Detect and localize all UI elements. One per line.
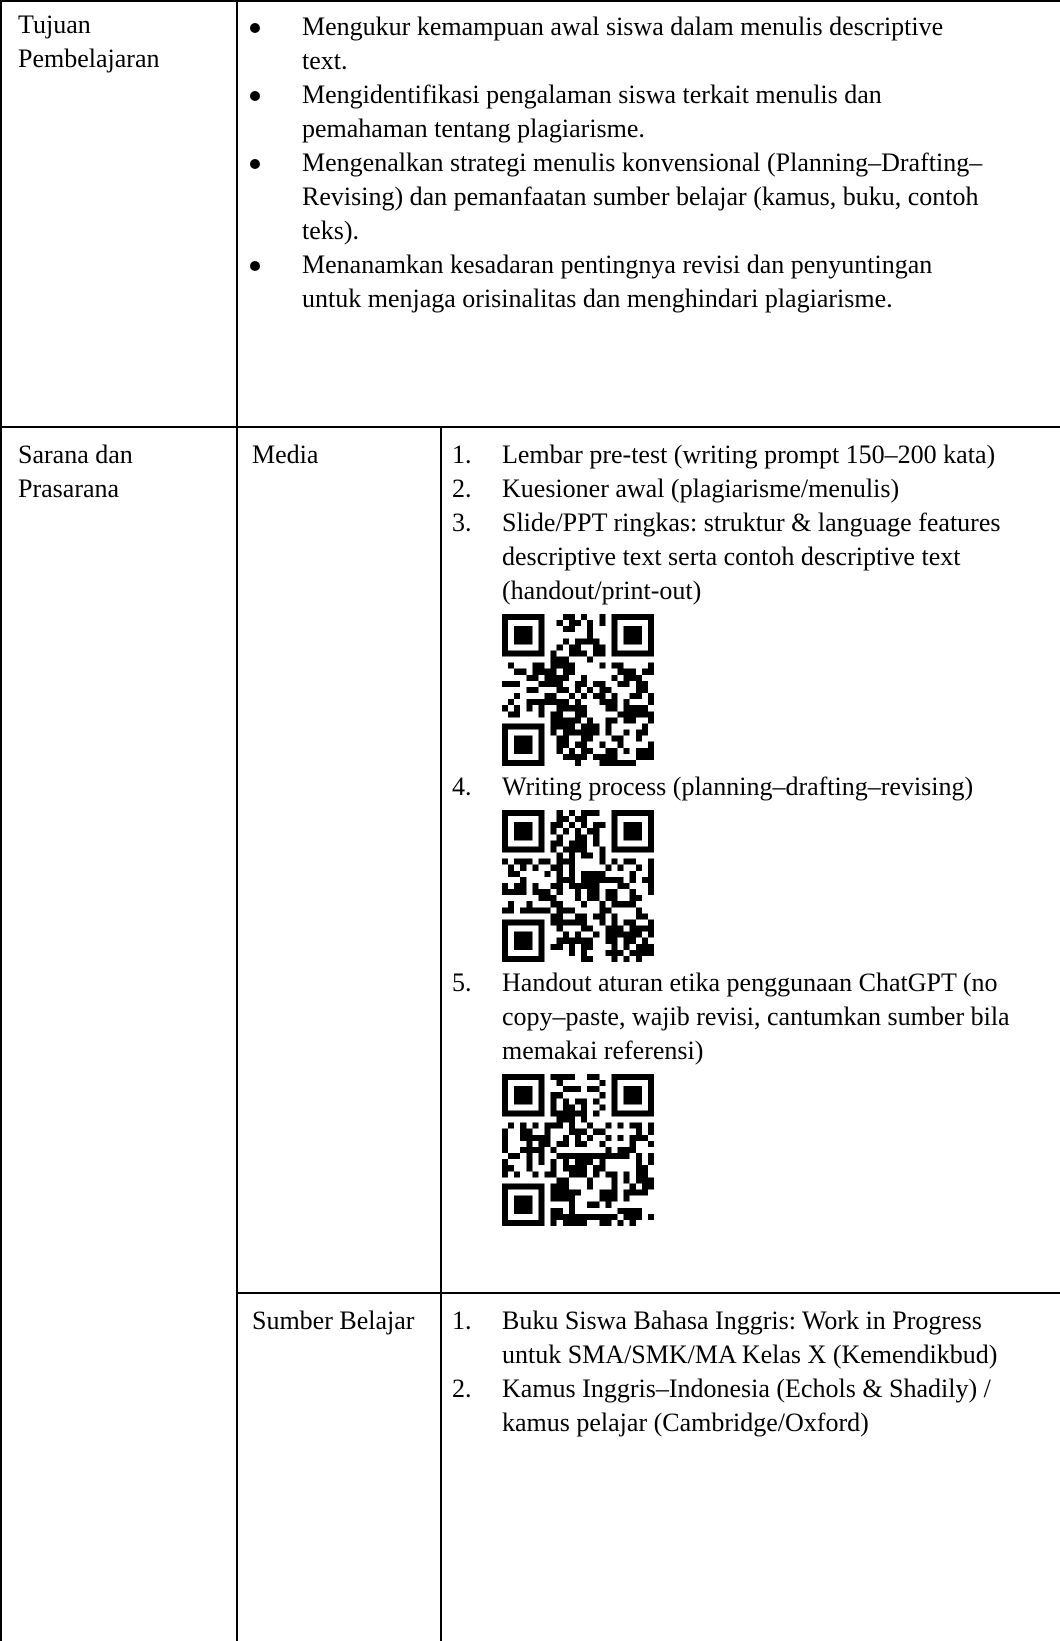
- list-item: Menanamkan kesadaran pentingnya revisi dan penyuntingan untuk menjaga orisinalitas dan menghindari plagiarisme.: [250, 248, 995, 316]
- bullet-icon: [250, 23, 260, 33]
- sumber-label: Sumber Belajar: [252, 1306, 415, 1335]
- list-item: Mengidentifikasi pengalaman siswa terkait menulis dan pemahaman tentang plagiarisme.: [250, 78, 995, 146]
- bullet-icon: [250, 261, 260, 271]
- list-item: Mengukur kemampuan awal siswa dalam menulis descriptive text.: [250, 10, 995, 78]
- list-item: 3. Slide/PPT ringkas: struktur & language features descriptive text serta contoh descriptive text (handout/print-out): [452, 506, 1012, 766]
- qr-code-icon: [502, 1074, 654, 1226]
- qr-code-icon: [502, 810, 654, 962]
- media-label: Media: [252, 440, 319, 469]
- sarana-label-cell: [18, 438, 218, 506]
- row-divider-2: [238, 1292, 1060, 1294]
- list-item: 1. Lembar pre-test (writing prompt 150–200 kata): [452, 440, 996, 469]
- tujuan-label-cell: [18, 8, 228, 76]
- media-label-cell: [252, 438, 432, 472]
- tujuan-label: Tujuan Pembelajaran: [18, 10, 160, 73]
- media-list: [452, 438, 1012, 1230]
- column-divider-2: [440, 426, 442, 1641]
- bullet-icon: [250, 159, 260, 169]
- list-item: 2. Kamus Inggris–Indonesia (Echols & Shadily) / kamus pelajar (Cambridge/Oxford): [452, 1374, 991, 1437]
- row-divider-1: [0, 426, 1060, 428]
- list-item: Mengenalkan strategi menulis konvensional (Planning–Drafting–Revising) dan pemanfaatan sumber belajar (kamus, buku, contoh teks).: [250, 146, 995, 248]
- qr-code-icon: [502, 614, 654, 766]
- list-item: 2. Kuesioner awal (plagiarisme/menulis): [452, 474, 900, 503]
- table-border-left: [0, 0, 2, 1641]
- bullet-icon: [250, 91, 260, 101]
- list-item: 5. Handout aturan etika penggunaan ChatGPT (no copy–paste, wajib revisi, cantumkan sumber bila memakai referensi): [452, 966, 1012, 1226]
- table-border-top: [0, 0, 1060, 2]
- list-item: 1. Buku Siswa Bahasa Inggris: Work in Progress untuk SMA/SMK/MA Kelas X (Kemendikbud): [452, 1306, 998, 1369]
- sarana-label: Sarana dan Prasarana: [18, 440, 133, 503]
- sumber-label-cell: [252, 1304, 432, 1338]
- list-item: 4. Writing process (planning–drafting–revising): [452, 770, 1012, 962]
- column-divider-1: [236, 0, 238, 1641]
- tujuan-list: [250, 10, 995, 316]
- sumber-list: [452, 1304, 1012, 1440]
